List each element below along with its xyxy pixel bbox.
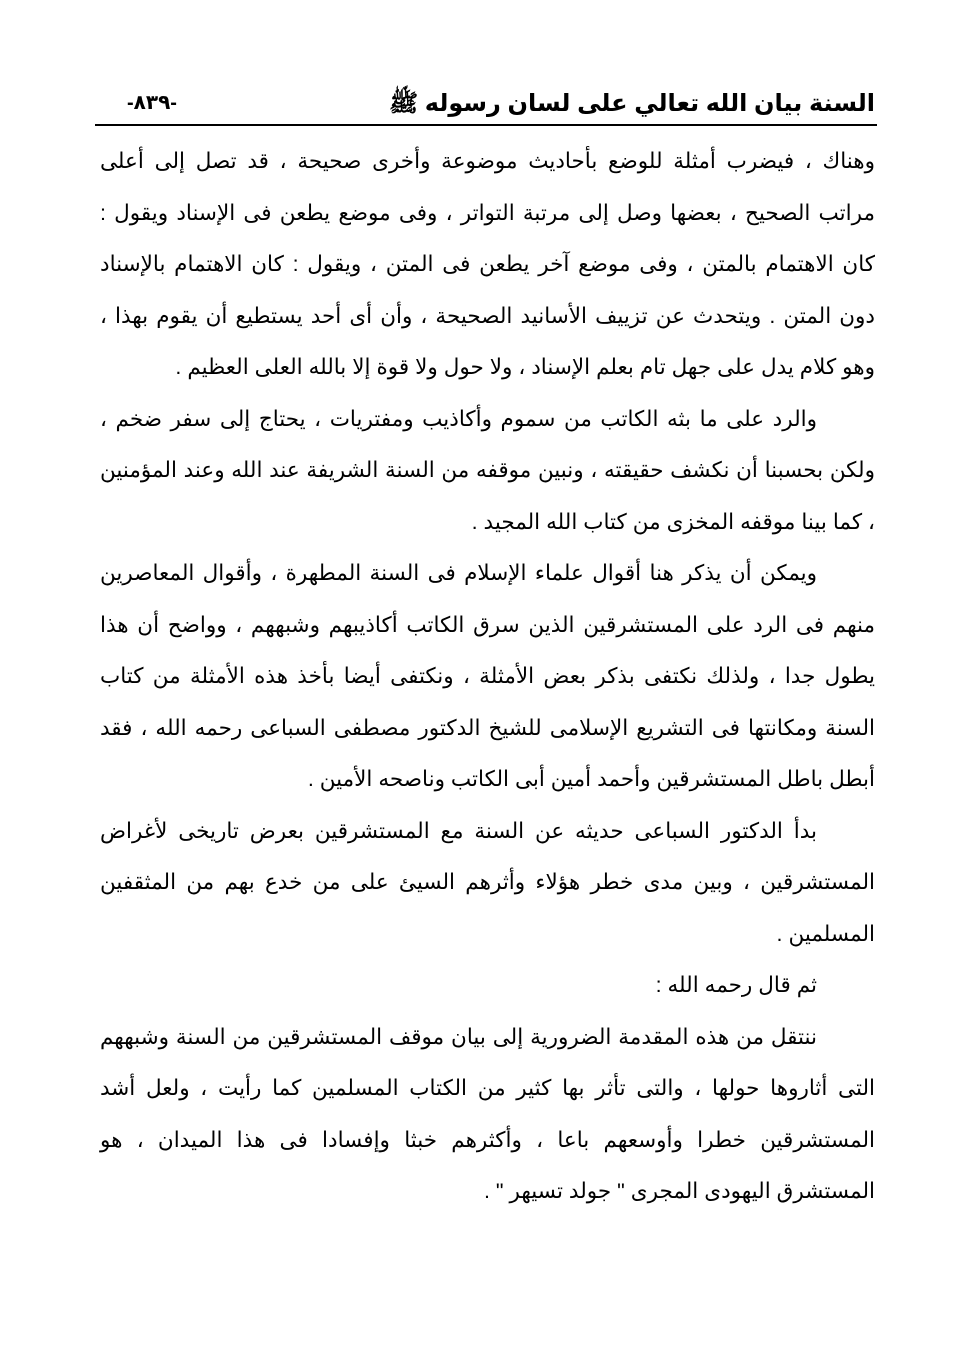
paragraph: ننتقل من هذه المقدمة الضرورية إلى بيان موقف المستشرقين من السنة وشبههم التى أثاروها حولها ، والتى تأثر بها كثير من الكتاب المسلمين كما رأيت ، ولعل أشد المستشرقين خطرا وأوسعهم باعا ، وأكثرهم خبثا وإفسادا فى هذا الميدان ، هو المستشرق اليهودى المجرى " جولد تسيهر " . (100, 1024, 875, 1203)
header-divider (95, 124, 877, 126)
paragraph: بدأ الدكتور السباعى حديثه عن السنة مع المستشرقين بعرض تاريخى لأغراض المستشرقين ، وبين مدى خطر هؤلاء وأثرهم السيئ على من خدع بهم من المثقفين المسلمين . (100, 818, 875, 946)
body-text (100, 136, 875, 1218)
page-number: -٨٣٩- (127, 92, 177, 114)
paragraph: والرد على ما بثه الكاتب من سموم وأكاذيب ومفتريات ، يحتاج إلى سفر ضخم ، ولكن بحسبنا أن نكشف حقيقته ، ونبين موقفه من السنة الشريفة عند الله وعند المؤمنين ، كما بينا موقفه المخزى من كتاب الله المجيد . (100, 406, 875, 534)
paragraph: ثم قال رحمه الله : (655, 973, 817, 997)
paragraph: وهناك ، فيضرب أمثلة للوضع بأحاديث موضوعة وأخرى صحيحة ، قد تصل إلى أعلى مراتب الصحيح ، بعضها وصل إلى مرتبة التواتر ، وفى موضع يطعن فى الإسناد ويقول : كان الاهتمام بالمتن ، وفى موضع آخر يطعن فى المتن ، ويقول : كان الاهتمام بالإسناد دون المتن . ويتحدث عن تزييف الأسانيد الصحيحة ، وأن أى أحد يستطيع أن يقوم بهذا ، وهو كلام يدل على جهل تام بعلم الإسناد ، ولا حول ولا قوة إلا بالله العلى العظيم . (100, 149, 876, 379)
running-header (95, 84, 877, 124)
book-title: السنة بيان الله تعالي على لسان رسوله ﷺ (389, 90, 875, 117)
paragraph: ويمكن أن يذكر هنا أقوال علماء الإسلام فى السنة المطهرة ، وأقوال المعاصرين منهم فى الرد على المستشرقين الذين سرق الكاتب أكاذيبهم وشبههم ، وواضح أن هذا يطول جدا ، ولذلك نكتفى بذكر بعض الأمثلة ، ونكتفى أيضا بأخذ هذه الأمثلة من كتاب السنة ومكانتها فى التشريع الإسلامى للشيخ الدكتور مصطفى السباعى رحمه الله ، فقد أبطل باطل المستشرقين وأحمد أمين أبى الكاتب وناصحه الأمين . (100, 561, 875, 791)
